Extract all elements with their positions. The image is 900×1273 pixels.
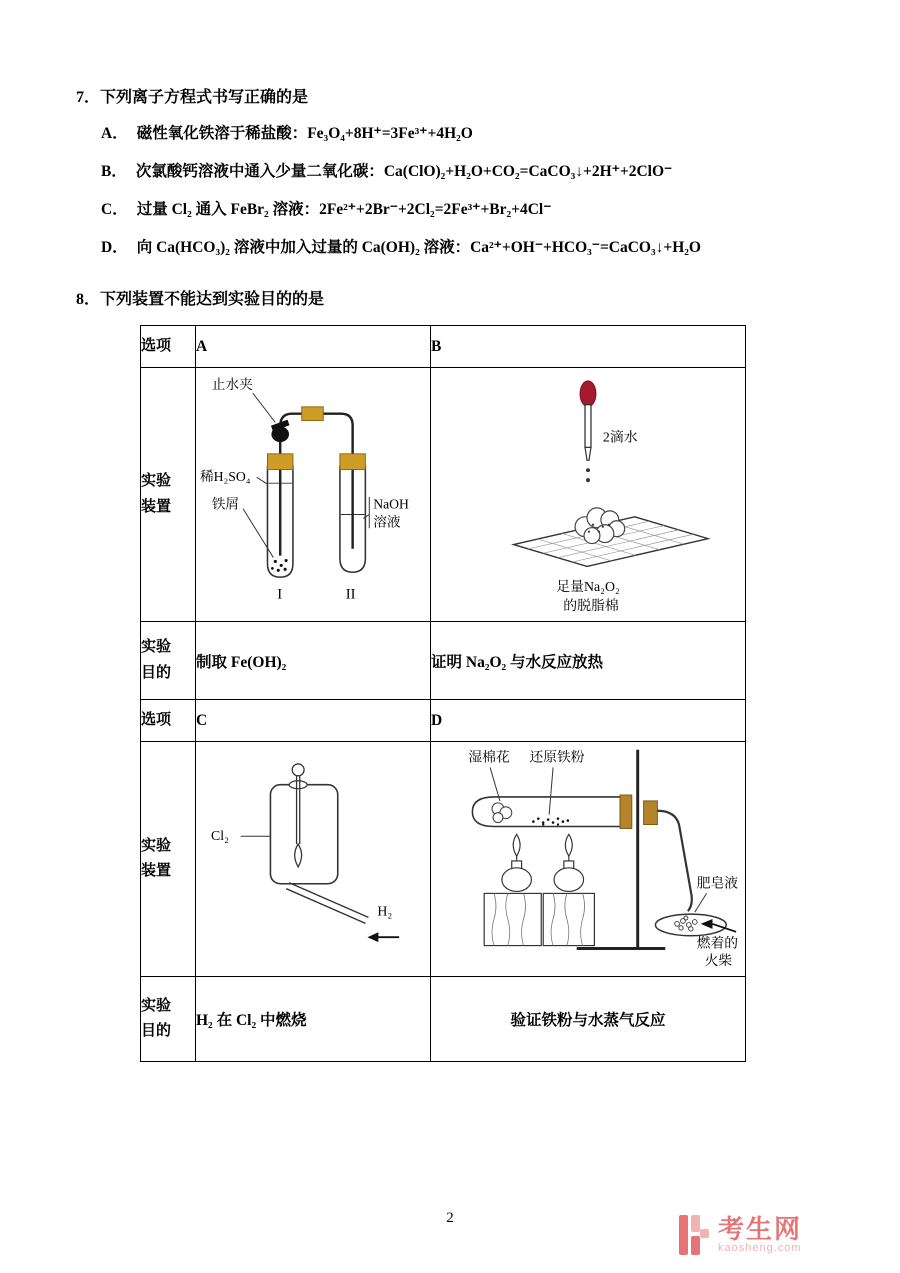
header-apparatus-line2: 装置 <box>141 863 172 879</box>
water-drop <box>586 478 590 482</box>
question-8 <box>76 286 830 1062</box>
apparatus-d-diagram <box>433 743 743 971</box>
cl2-label: Cl₂ <box>211 827 229 843</box>
flow-arrow-icon <box>367 932 399 942</box>
h2-label: H₂ <box>377 902 393 918</box>
apparatus-a-diagram <box>198 368 428 616</box>
cell-diagram-c <box>196 742 431 977</box>
option-d <box>101 237 830 258</box>
stand-clamp <box>644 800 658 824</box>
table-row-purpose-ab <box>141 622 746 700</box>
table-row-apparatus-cd <box>141 742 746 977</box>
water-drop <box>586 468 590 472</box>
cell-purpose-d: 验证铁粉与水蒸气反应 <box>431 977 746 1062</box>
match-label-line1: 燃着的 <box>696 935 739 951</box>
header-apparatus-line1: 实验 <box>141 473 172 489</box>
match-label-line2: 火柴 <box>704 952 733 968</box>
wood-block <box>484 893 594 945</box>
option-c-text: 过量 Cl₂ 通入 FeBr₂ 溶液：2Fe²⁺+2Br⁻+2Cl₂=2Fe³⁺+Br₂+4Cl⁻ <box>136 201 552 218</box>
option-b-text: 次氯酸钙溶液中通入少量二氧化碳：Ca(ClO)₂+H₂O+CO₂=CaCO₃↓+2H⁺+2ClO⁻ <box>135 163 673 180</box>
cell-purpose-b: 证明 Na₂O₂ 与水反应放热 <box>431 622 746 700</box>
cotton-label-line2: 的脱脂棉 <box>563 599 619 615</box>
h2-inlet-tube <box>286 882 368 923</box>
tube-1-label: I <box>277 586 283 603</box>
question-7 <box>76 84 830 258</box>
wet-cotton-label: 湿棉花 <box>468 749 510 765</box>
header-apparatus-line1: 实验 <box>141 837 172 854</box>
header-option-ab: 选项 <box>141 326 196 368</box>
header-apparatus-ab <box>141 368 196 622</box>
delivery-tube <box>657 810 691 910</box>
header-purpose-ab <box>141 622 196 700</box>
tube-2-label: II <box>345 586 356 603</box>
cell-diagram-d <box>431 742 746 977</box>
header-purpose-line2: 目的 <box>141 664 172 681</box>
cell-purpose-c: H₂ 在 Cl₂ 中燃烧 <box>196 977 431 1062</box>
site-watermark <box>677 1213 802 1257</box>
kaosheng-logo-icon <box>677 1213 711 1257</box>
header-purpose-line1: 实验 <box>141 639 172 655</box>
question-7-title: 7．下列离子方程式书写正确的是 <box>76 89 309 106</box>
table-row-apparatus-ab <box>141 368 746 622</box>
gas-bottle <box>270 784 337 883</box>
option-a-label: A． <box>101 125 128 142</box>
table-row-options-cd <box>141 700 746 742</box>
cell-option-a: A <box>196 326 431 368</box>
cell-purpose-a: 制取 Fe(OH)₂ <box>196 622 431 700</box>
acid-label: 稀H₂SO₄ <box>199 469 251 485</box>
page-number: 2 <box>446 1210 454 1226</box>
cell-diagram-b <box>431 368 746 622</box>
header-purpose-line1: 实验 <box>141 997 172 1014</box>
watermark-site-name: 考生网 <box>717 1213 802 1244</box>
question-8-title: 8．下列装置不能达到实验目的的是 <box>76 291 325 308</box>
stopper-2 <box>340 454 365 470</box>
alcohol-lamp <box>502 834 532 891</box>
cell-diagram-a <box>196 368 431 622</box>
iron-powder-label: 还原铁粉 <box>529 749 585 765</box>
dropper-icon <box>580 381 596 460</box>
naoh-label-line2: 溶液 <box>373 514 401 530</box>
table-row-options-ab <box>141 326 746 368</box>
option-d-label: D． <box>101 239 128 256</box>
option-c-label: C． <box>101 201 128 218</box>
option-a <box>101 123 830 144</box>
naoh-label-line1: NaOH <box>373 496 409 512</box>
header-purpose-cd <box>141 977 196 1062</box>
clamp-label: 止水夹 <box>211 377 253 393</box>
iron-powder <box>532 817 569 825</box>
drops-label: 2滴水 <box>602 430 638 446</box>
flame-icon <box>295 844 302 867</box>
stopper-1 <box>267 454 292 470</box>
option-b <box>101 161 830 182</box>
option-d-text: 向 Ca(HCO₃)₂ 溶液中加入过量的 Ca(OH)₂ 溶液：Ca²⁺+OH⁻+HCO₃⁻=CaCO₃↓+H₂O <box>136 239 701 256</box>
cell-option-c: C <box>196 700 431 742</box>
header-apparatus-cd <box>141 742 196 977</box>
tube-connector <box>302 407 324 421</box>
cell-option-d: D <box>431 700 746 742</box>
watermark-site-domain: kaosheng.com <box>717 1241 802 1254</box>
experiment-table <box>140 325 746 1062</box>
jet-tube <box>292 763 304 843</box>
pinch-clamp-icon <box>271 420 290 442</box>
question-7-options <box>101 123 830 258</box>
soap-label: 肥皂液 <box>696 875 739 891</box>
apparatus-c-diagram <box>199 757 427 957</box>
apparatus-b-diagram <box>453 368 723 616</box>
header-apparatus-line2: 装置 <box>141 498 172 515</box>
option-c <box>101 199 830 220</box>
alcohol-lamp <box>554 834 584 891</box>
delivery-tube <box>280 414 352 556</box>
iron-label: 铁屑 <box>211 496 240 512</box>
option-b-label: B． <box>101 163 127 180</box>
cell-option-b: B <box>431 326 746 368</box>
header-option-cd: 选项 <box>141 700 196 742</box>
watermark-text <box>717 1213 802 1255</box>
tube-stopper <box>620 795 632 828</box>
wet-cotton <box>492 802 512 822</box>
option-a-text: 磁性氧化铁溶于稀盐酸：Fe₃O₄+8H⁺=3Fe³⁺+4H₂O <box>136 125 473 142</box>
iron-filings <box>271 559 288 572</box>
cotton-label-line1: 足量Na₂O₂ <box>556 580 620 596</box>
header-purpose-line2: 目的 <box>141 1023 172 1039</box>
table-row-purpose-cd <box>141 977 746 1062</box>
